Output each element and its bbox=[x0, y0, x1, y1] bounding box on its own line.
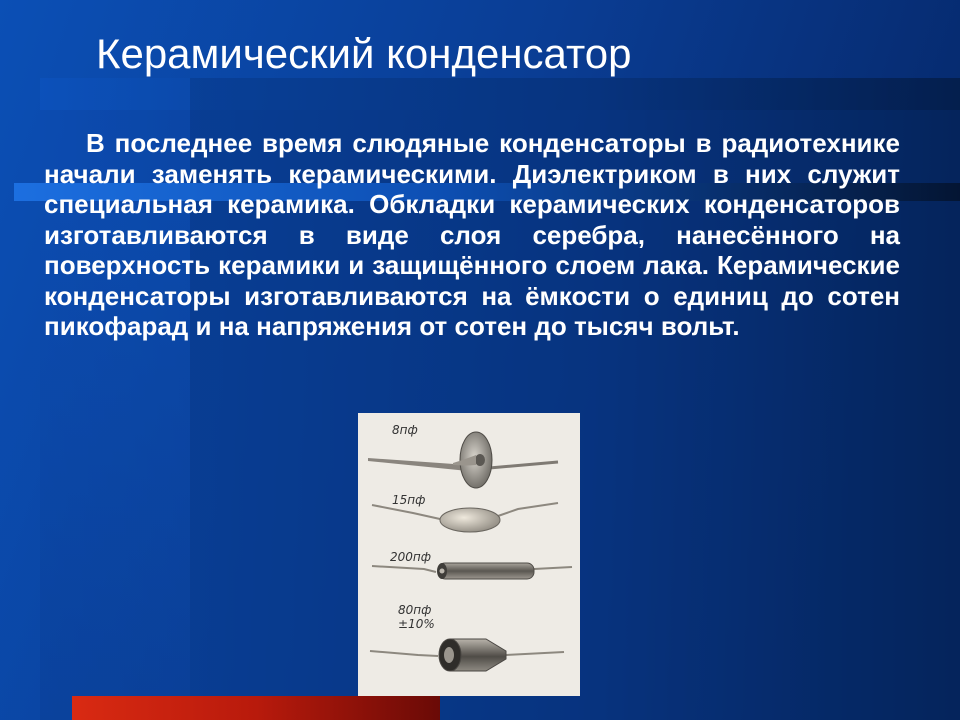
slide-body-text: В последнее время слюдяные конденсаторы в радиотехнике начали заменять керамическими. Диэлектриком в них служит специальная керамика. Обкладки керамических конденсаторов изготавливаются в виде слоя серебра, нанесённого на поверхность керамики и защищённого слоем лака. Керамические конденсаторы изготавливаются на ёмкости о единиц до сотен пикофарад и на напряжения от сотен до тысяч вольт. bbox=[44, 128, 900, 341]
capacitor-photo bbox=[358, 413, 580, 696]
capacitor-label-200pf: 200пф bbox=[390, 550, 432, 564]
capacitor-label-8pf: 8пф bbox=[392, 423, 418, 437]
capacitor-label-tolerance: ±10% bbox=[398, 617, 435, 631]
slide-title: Керамический конденсатор bbox=[96, 30, 632, 77]
capacitor-label-80pf: 80пф bbox=[398, 603, 432, 617]
capacitor-label-15pf: 15пф bbox=[392, 493, 426, 507]
